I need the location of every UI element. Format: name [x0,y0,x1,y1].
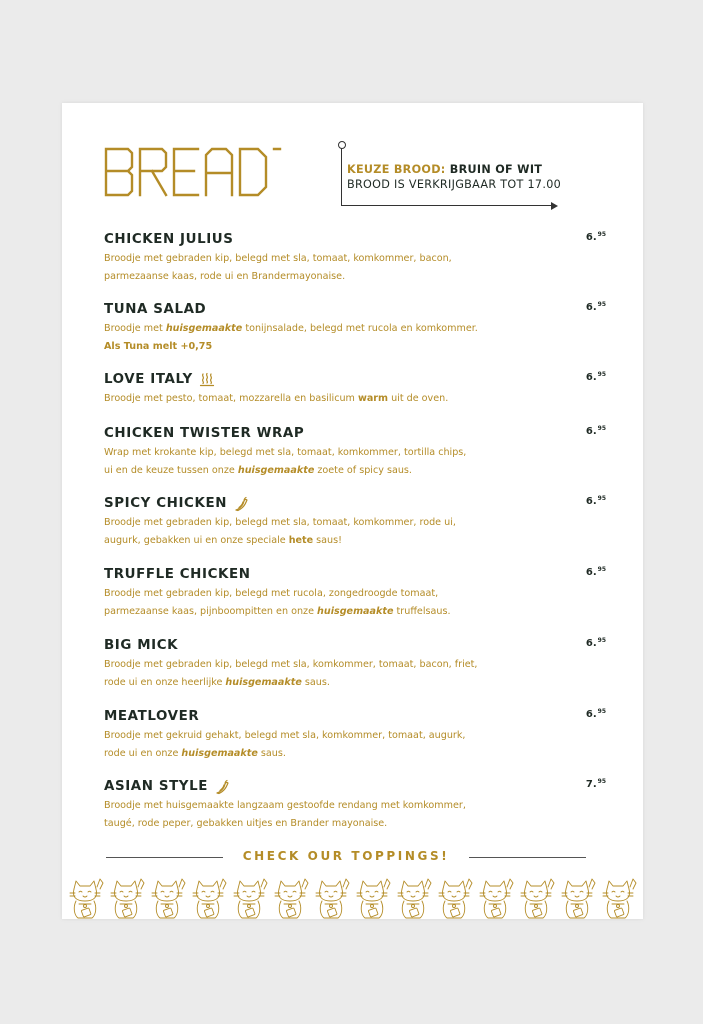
lucky-cat-border [66,875,642,919]
check-toppings-banner [106,847,586,867]
lucky-cat-icon [234,879,267,918]
item-name-row [104,778,604,796]
chili-pepper-icon [233,496,249,512]
bread-choice-value: BRUIN OF WIT [449,163,543,176]
lucky-cat-icon [562,879,595,918]
bread-choice-line [347,163,542,176]
bread-availability: BROOD IS VERKRIJGBAAR TOT 17.00 [347,178,562,191]
chili-pepper-icon [214,779,230,795]
menu-item-truffle-chicken [104,566,604,620]
menu-item-tuna-salad [104,301,604,355]
item-price: 7.95 [585,778,606,790]
item-name: SPICY CHICKEN [104,496,227,511]
page-title [102,145,282,199]
item-description: Broodje met gebraden kip, belegd met sla, tomaat, komkommer, bacon, parmezaanse kaas, rode ui en Brandermayonaise. [104,253,452,282]
lucky-cat-icon [152,879,185,918]
item-price: 6.95 [585,301,606,313]
item-name-row [104,371,604,389]
item-name: CHICKEN JULIUS [104,232,234,247]
item-description: Broodje met gebraden kip, belegd met sla, komkommer, tomaat, bacon, friet, rode ui en onze heerlijke huisgemaakte saus. [104,659,478,688]
item-description: Broodje met gekruid gehakt, belegd met sla, komkommer, tomaat, augurk, rode ui en onze huisgemaakte saus. [104,730,466,759]
item-name: MEATLOVER [104,709,200,724]
lucky-cat-icon [439,879,472,918]
menu-item-chicken-julius [104,231,604,285]
item-name: BIG MICK [104,638,179,653]
lucky-cat-icon [111,879,144,918]
lucky-cat-icon [603,879,636,918]
lucky-cat-icon [398,879,431,918]
item-name: LOVE ITALY [104,372,193,387]
hot-steam-icon [199,372,215,388]
item-price: 6.95 [585,495,606,507]
lucky-cat-icon [480,879,513,918]
bread-choice-callout [338,141,598,207]
check-toppings-text: CHECK OUR TOPPINGS! [242,849,450,863]
menu-item-spicy-chicken [104,495,604,549]
menu-item-meatlover [104,708,604,762]
item-name: TRUFFLE CHICKEN [104,567,251,582]
menu-item-chicken-twister-wrap [104,425,604,479]
callout-line-horizontal [341,205,553,206]
item-price: 6.95 [585,637,606,649]
item-name-row [104,495,604,513]
item-price: 6.95 [585,371,606,383]
menu-item-asian-style [104,778,604,832]
item-price: 6.95 [585,231,606,243]
item-description: Broodje met gebraden kip, belegd met rucola, zongedroogde tomaat, parmezaanse kaas, pijnboompitten en onze huisgemaakte truffelsaus. [104,588,451,617]
item-name: TUNA SALAD [104,302,207,317]
item-description: Broodje met huisgemaakte langzaam gestoofde rendang met komkommer, taugé, rode peper, gebakken uitjes en Brander mayonaise. [104,800,466,829]
lucky-cat-icon [521,879,554,918]
breads-title-art [102,145,282,199]
item-description: Wrap met krokante kip, belegd met sla, tomaat, komkommer, tortilla chips, ui en de keuze tussen onze huisgemaakte zoete of spicy saus. [104,447,467,476]
item-price: 6.95 [585,708,606,720]
lucky-cat-icon [70,879,103,918]
item-description: Broodje met pesto, tomaat, mozzarella en basilicum warm uit de oven. [104,393,449,404]
lucky-cat-icon [316,879,349,918]
menu-item-big-mick [104,637,604,691]
item-price: 6.95 [585,425,606,437]
item-extra-option: Als Tuna melt +0,75 [104,340,213,352]
item-name: CHICKEN TWISTER WRAP [104,426,305,441]
lucky-cat-icon [193,879,226,918]
callout-line-vertical [341,148,342,206]
lucky-cat-icon [275,879,308,918]
arrow-right-icon [551,202,558,210]
item-description: Broodje met gebraden kip, belegd met sla, tomaat, komkommer, rode ui, augurk, gebakken ui en onze speciale hete saus! [104,517,456,546]
item-description: Broodje met huisgemaakte tonijnsalade, belegd met rucola en komkommer. [104,323,478,334]
bread-choice-label: KEUZE BROOD: [347,163,446,176]
menu-item-love-italy [104,371,604,408]
divider-right [469,857,586,858]
item-name: ASIAN STYLE [104,779,208,794]
lucky-cat-icon [357,879,390,918]
item-price: 6.95 [585,566,606,578]
menu-page [62,103,643,919]
